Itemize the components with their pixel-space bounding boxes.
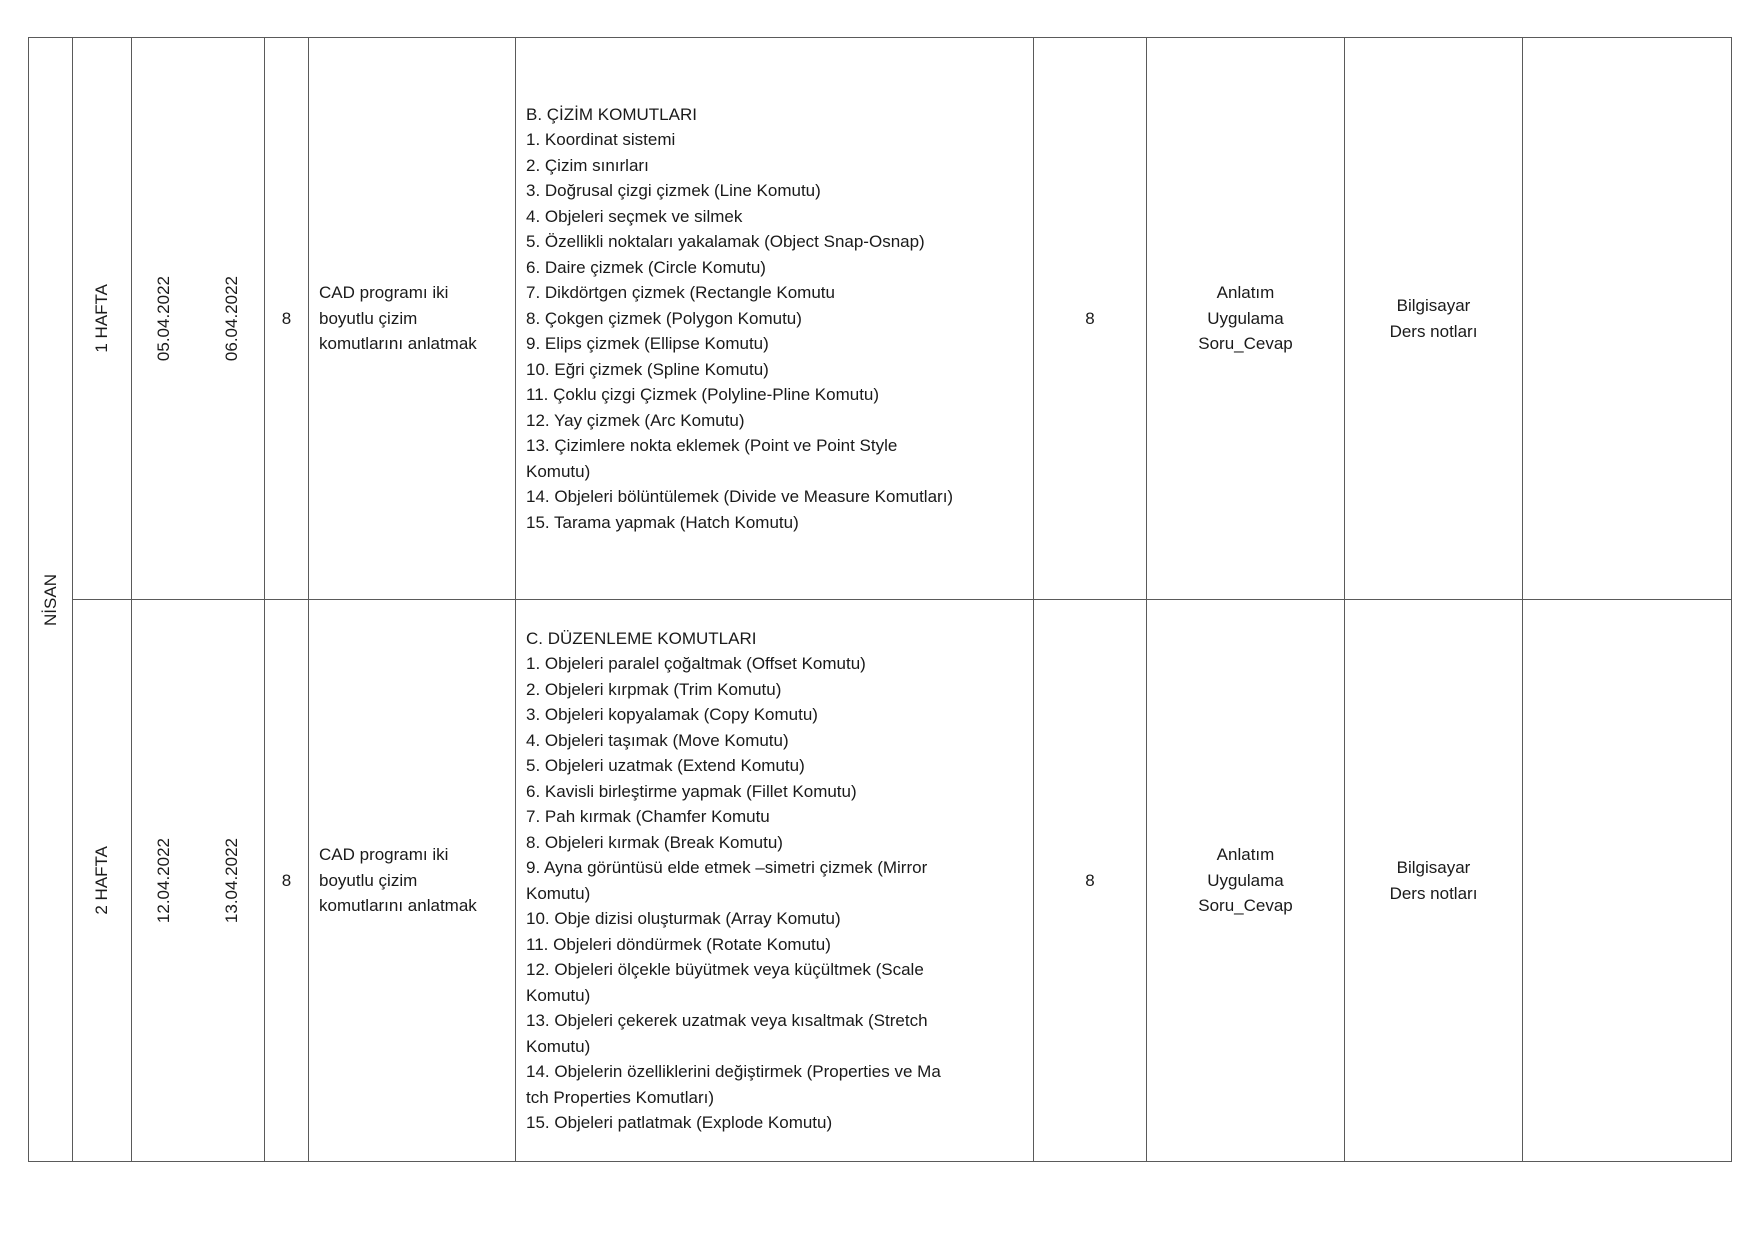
content-item: 14. Objeleri bölüntülemek (Divide ve Measure Komutları)	[526, 487, 954, 507]
content-item: 3. Objeleri kopyalamak (Copy Komutu)	[526, 705, 818, 724]
topic-line: komutlarını anlatmak	[319, 334, 477, 354]
content-item: Komutu)	[526, 1036, 591, 1056]
notes-cell	[1523, 38, 1732, 600]
content-item: 11. Çoklu çizgi Çizmek (Polyline-Pline Komutu)	[526, 385, 880, 405]
content-item: 11. Objeleri döndürmek (Rotate Komutu)	[526, 934, 831, 954]
tools-line: Ders notları	[1389, 883, 1478, 903]
week-label: 1 HAFTA	[92, 284, 112, 353]
tools-line: Bilgisayar	[1396, 296, 1471, 315]
week-cell	[73, 38, 132, 600]
topic-line: CAD programı iki	[319, 845, 449, 865]
topic-line: CAD programı iki	[319, 283, 449, 303]
hours-cell	[265, 600, 309, 1162]
topic-line: komutlarını anlatmak	[319, 896, 477, 916]
hours-value: 8	[281, 308, 292, 328]
table-row	[29, 600, 1732, 1162]
content-item: 12. Yay çizmek (Arc Komutu)	[526, 410, 745, 430]
method-line: Anlatım	[1216, 845, 1275, 865]
content-item: 8. Objeleri kırmak (Break Komutu)	[526, 832, 783, 852]
content-heading: C. DÜZENLEME KOMUTLARI	[526, 628, 757, 648]
method-line: Anlatım	[1216, 283, 1275, 303]
content-item: 7. Pah kırmak (Chamfer Komutu	[526, 807, 770, 826]
content-item: 2. Objeleri kırpmak (Trim Komutu)	[526, 679, 782, 699]
content-item: 14. Objelerin özelliklerini değiştirmek (Properties ve Ma	[526, 1062, 941, 1081]
hours-cell	[265, 38, 309, 600]
content-item: 4. Objeleri seçmek ve silmek	[526, 206, 743, 226]
method-line: Uygulama	[1207, 308, 1284, 328]
content-item: 15. Tarama yapmak (Hatch Komutu)	[526, 512, 799, 532]
content-item: 5. Objeleri uzatmak (Extend Komutu)	[526, 756, 805, 775]
date-start: 12.04.2022	[154, 837, 174, 924]
hours2-value: 8	[1085, 308, 1095, 328]
content-item: 2. Çizim sınırları	[526, 155, 649, 175]
hours2-value: 8	[1085, 870, 1095, 890]
method-cell	[1147, 600, 1345, 1162]
content-item: 9. Elips çizmek (Ellipse Komutu)	[526, 334, 769, 354]
tools-cell	[1345, 38, 1523, 600]
content-item: 1. Objeleri paralel çoğaltmak (Offset Komutu)	[526, 654, 866, 673]
content-item: Komutu)	[526, 985, 591, 1005]
topic-cell	[309, 38, 516, 600]
content-cell	[516, 600, 1034, 1162]
content-item: 6. Daire çizmek (Circle Komutu)	[526, 257, 766, 277]
date-end: 06.04.2022	[222, 275, 242, 362]
content-cell	[516, 38, 1034, 600]
date-start: 05.04.2022	[154, 275, 174, 362]
method-line: Soru_Cevap	[1198, 896, 1293, 916]
content-item: Komutu)	[526, 461, 591, 481]
dates-cell	[132, 38, 265, 600]
content-item: 5. Özellikli noktaları yakalamak (Object Snap-Osnap)	[526, 232, 925, 252]
tools-line: Bilgisayar	[1396, 858, 1471, 877]
hours2-cell	[1034, 600, 1147, 1162]
content-item: Komutu)	[526, 883, 591, 903]
method-cell	[1147, 38, 1345, 600]
dates-cell	[132, 600, 265, 1162]
topic-cell	[309, 600, 516, 1162]
content-item: 7. Dikdörtgen çizmek (Rectangle Komutu	[526, 283, 835, 303]
tools-line: Ders notları	[1389, 321, 1478, 341]
date-end: 13.04.2022	[222, 837, 242, 924]
month-label: NİSAN	[40, 573, 60, 626]
content-item: 10. Eğri çizmek (Spline Komutu)	[526, 359, 769, 379]
hours-value: 8	[281, 870, 292, 890]
topic-line: boyutlu çizim	[319, 308, 418, 328]
content-item: tch Properties Komutları)	[526, 1087, 715, 1107]
hours2-cell	[1034, 38, 1147, 600]
method-line: Soru_Cevap	[1198, 334, 1293, 354]
month-cell	[29, 38, 73, 1162]
content-item: 8. Çokgen çizmek (Polygon Komutu)	[526, 308, 802, 328]
content-item: 9. Ayna görüntüsü elde etmek –simetri çizmek (Mirror	[526, 858, 928, 877]
week-cell	[73, 600, 132, 1162]
content-heading: B. ÇİZİM KOMUTLARI	[526, 104, 697, 124]
weekly-plan-table	[28, 37, 1732, 1162]
week-label: 2 HAFTA	[92, 846, 112, 915]
content-item: 10. Obje dizisi oluşturmak (Array Komutu)	[526, 909, 841, 928]
content-item: 15. Objeleri patlatmak (Explode Komutu)	[526, 1113, 833, 1132]
method-line: Uygulama	[1207, 870, 1284, 890]
table-row	[29, 38, 1732, 600]
topic-line: boyutlu çizim	[319, 870, 418, 890]
notes-cell	[1523, 600, 1732, 1162]
content-item: 3. Doğrusal çizgi çizmek (Line Komutu)	[526, 181, 821, 201]
content-item: 6. Kavisli birleştirme yapmak (Fillet Komutu)	[526, 781, 857, 801]
tools-cell	[1345, 600, 1523, 1162]
content-item: 13. Objeleri çekerek uzatmak veya kısaltmak (Stretch	[526, 1011, 928, 1030]
content-item: 13. Çizimlere nokta eklemek (Point ve Point Style	[526, 436, 898, 456]
content-item: 1. Koordinat sistemi	[526, 130, 676, 150]
content-item: 4. Objeleri taşımak (Move Komutu)	[526, 730, 789, 750]
content-item: 12. Objeleri ölçekle büyütmek veya küçültmek (Scale	[526, 960, 924, 979]
